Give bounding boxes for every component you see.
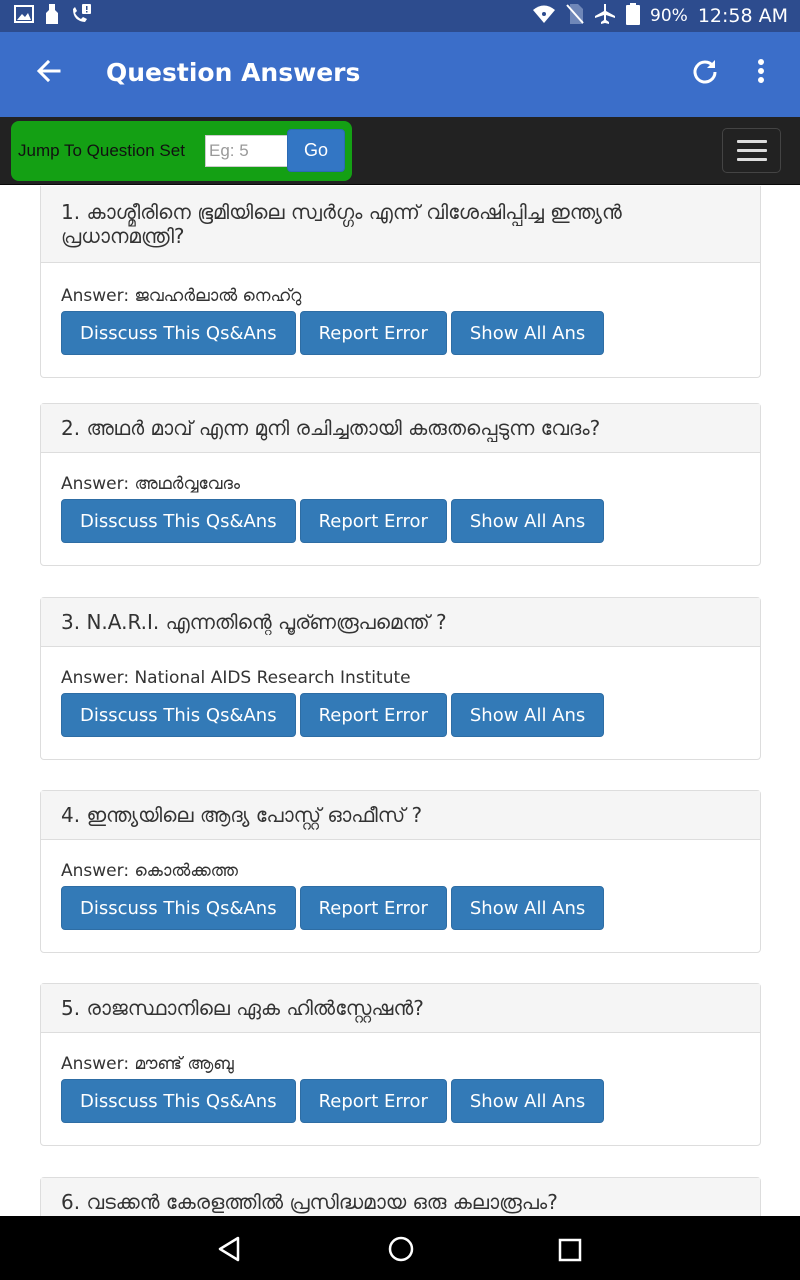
show-all-answers-button[interactable]: Show All Ans: [451, 886, 604, 930]
status-time: 12:58 AM: [697, 5, 788, 27]
question-card: [40, 186, 761, 378]
answer-text: Answer: കൊൽക്കത്ത: [61, 861, 238, 881]
question-text: 5. രാജസ്ഥാനിലെ ഏക ഹിൽസ്റ്റേഷൻ?: [41, 984, 760, 1033]
go-button[interactable]: Go: [287, 129, 345, 172]
wifi-icon: [532, 4, 556, 29]
more-vert-icon: [757, 58, 765, 88]
report-error-button[interactable]: Report Error: [300, 499, 447, 543]
nav-recents-icon: [558, 1247, 582, 1266]
system-nav-bar: [0, 1216, 800, 1280]
question-text: 2. അഥർ മാവ് എന്ന മുനി രചിച്ചതായി കരുതപ്പെടുന്ന വേദം?: [41, 404, 760, 453]
question-text: 4. ഇന്ത്യയിലെ ആദ്യ പോസ്റ്റ് ഓഫീസ് ?: [41, 791, 760, 840]
more-options-button[interactable]: [744, 56, 778, 90]
answer-text: Answer: അഥർവ്വവേദം: [61, 474, 241, 494]
report-error-button[interactable]: Report Error: [300, 1079, 447, 1123]
discuss-button[interactable]: Disscuss This Qs&Ans: [61, 886, 296, 930]
airplane-icon: [594, 3, 616, 30]
question-card: [40, 1177, 761, 1216]
discuss-button[interactable]: Disscuss This Qs&Ans: [61, 1079, 296, 1123]
answer-text: Answer: മൗണ്ട് ആബു: [61, 1054, 234, 1074]
question-card: [40, 597, 761, 760]
answer-text: Answer: National AIDS Research Institute: [61, 668, 411, 688]
battery-icon: [626, 3, 640, 30]
question-card: [40, 983, 761, 1146]
question-list: [0, 186, 800, 1216]
nav-back-icon: [214, 1249, 244, 1268]
discuss-button[interactable]: Disscuss This Qs&Ans: [61, 311, 296, 355]
question-card: [40, 790, 761, 953]
phone-alert-icon: [70, 3, 92, 29]
hamburger-menu-button[interactable]: [722, 128, 781, 173]
bolt-icon: [44, 3, 60, 29]
refresh-button[interactable]: [688, 56, 722, 90]
question-text: 6. വടക്കൻ കേരളത്തിൽ പ്രസിദ്ധമായ ഒരു കലാരൂപം?: [41, 1178, 760, 1216]
answer-text: Answer: ജവഹർലാൽ നെഹ്റു: [61, 286, 302, 306]
image-icon: [14, 5, 34, 27]
question-text: 3. N.A.R.I. എന്നതിന്റെ പൂര്ണരൂപമെന്ത് ?: [41, 598, 760, 647]
report-error-button[interactable]: Report Error: [300, 886, 447, 930]
jump-label: Jump To Question Set: [18, 141, 185, 160]
back-arrow-icon: [36, 58, 62, 88]
question-text: 1. കാശ്മീരിനെ ഭൂമിയിലെ സ്വർഗ്ഗം എന്ന് വിശേഷിപ്പിച്ച ഇന്ത്യൻ പ്രധാനമന്ത്രി?: [41, 186, 760, 263]
discuss-button[interactable]: Disscuss This Qs&Ans: [61, 499, 296, 543]
menu-bar-icon: [737, 149, 767, 152]
back-button[interactable]: [32, 56, 66, 90]
show-all-answers-button[interactable]: Show All Ans: [451, 499, 604, 543]
refresh-icon: [691, 57, 719, 89]
app-bar: [0, 32, 800, 117]
no-sim-icon: [566, 3, 584, 30]
status-bar: [0, 0, 800, 32]
show-all-answers-button[interactable]: Show All Ans: [451, 311, 604, 355]
menu-bar-icon: [737, 140, 767, 143]
report-error-button[interactable]: Report Error: [300, 693, 447, 737]
report-error-button[interactable]: Report Error: [300, 311, 447, 355]
nav-home-icon: [386, 1249, 416, 1268]
menu-bar-icon: [737, 158, 767, 161]
jump-to-set-form: [11, 121, 352, 181]
web-navbar: [0, 117, 800, 185]
show-all-answers-button[interactable]: Show All Ans: [451, 693, 604, 737]
battery-percent: 90%: [650, 6, 688, 26]
nav-home-button[interactable]: [386, 1234, 416, 1268]
page-title: Question Answers: [106, 58, 361, 87]
nav-recents-button[interactable]: [558, 1238, 582, 1266]
question-card: [40, 403, 761, 566]
show-all-answers-button[interactable]: Show All Ans: [451, 1079, 604, 1123]
discuss-button[interactable]: Disscuss This Qs&Ans: [61, 693, 296, 737]
question-set-input[interactable]: [205, 135, 289, 167]
nav-back-button[interactable]: [214, 1234, 244, 1268]
